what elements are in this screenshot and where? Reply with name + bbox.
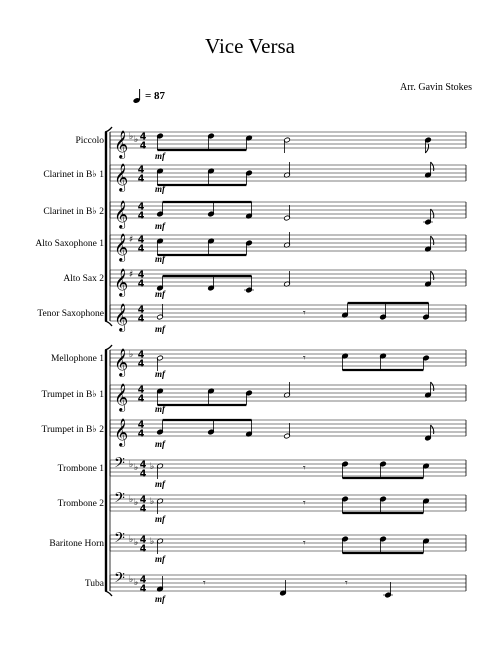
instrument-name: Mellophone 1 [50,354,104,364]
time-signature-bottom: 4 [137,358,145,370]
eighth-flag-icon [431,236,434,245]
time-signature-bottom: 4 [137,278,145,290]
eighth-rest-icon: 𝄾 [303,353,306,364]
time-signature-top: 4 [137,304,145,316]
staff-4 [110,232,466,264]
instrument-name: Clarinet in B♭ 2 [43,207,104,217]
flat-icon: ♭ [134,538,139,548]
eighth-rest-icon: 𝄾 [203,578,206,589]
time-signature-top: 4 [139,131,147,143]
time-signature-bottom: 4 [137,210,145,222]
time-signature-top: 4 [139,534,147,546]
bass-clef-icon: 𝄢 [114,455,125,475]
time-signature-top: 4 [137,234,145,246]
time-signature-bottom: 4 [137,428,145,440]
instrument-name: Alto Sax 2 [63,274,104,284]
dynamic-marking: mf [155,324,165,334]
flat-icon: ♭ [150,462,155,472]
flat-icon: ♭ [134,463,139,473]
eighth-flag-icon [431,162,434,171]
eighth-flag-icon [431,209,434,218]
flat-icon: ♭ [129,495,134,505]
bass-clef-icon: 𝄢 [114,490,125,510]
score-title: Vice Versa [205,34,295,58]
instrument-name: Trombone 1 [57,464,104,474]
instrument-name: Baritone Horn [49,539,104,549]
time-signature-top: 4 [139,574,147,586]
arranger-credit: Arr. Gavin Stokes [400,82,472,93]
treble-clef-icon: 𝄞 [114,233,129,261]
time-signature-bottom: 4 [139,583,147,595]
flat-icon: ♭ [129,350,134,360]
treble-clef-icon: 𝄞 [114,383,129,411]
treble-clef-icon: 𝄞 [114,268,129,296]
treble-clef-icon: 𝄞 [114,418,129,446]
staff-9 [110,418,466,449]
time-signature-top: 4 [137,419,145,431]
instrument-name: Clarinet in B♭ 1 [43,170,104,180]
staff-8 [110,382,466,414]
dynamic-marking: mf [155,254,165,264]
dynamic-marking: mf [155,184,165,194]
time-signature-bottom: 4 [139,543,147,555]
time-signature-top: 4 [139,494,147,506]
dynamic-marking: mf [155,369,165,379]
flat-icon: ♭ [129,460,134,470]
time-signature-top: 4 [137,201,145,213]
dynamic-marking: mf [155,439,165,449]
treble-clef-icon: 𝄞 [114,348,129,376]
time-signature-bottom: 4 [139,140,147,152]
staff-7 [110,348,466,379]
staff-2 [110,162,466,194]
instrument-name: Tuba [84,579,104,589]
bracket-bottom-hook [105,321,112,326]
instrument-name: Alto Saxophone 1 [35,239,104,249]
dynamic-marking: mf [155,514,165,524]
flat-icon: ♭ [129,132,134,142]
instrument-name: Trumpet in B♭ 2 [41,425,104,435]
treble-clef-icon: 𝄞 [114,130,129,158]
staff-13 [110,570,466,604]
staff-12 [110,530,466,564]
instrument-name: Trumpet in B♭ 1 [41,390,104,400]
eighth-rest-icon: 𝄾 [303,498,306,509]
dynamic-marking: mf [155,221,165,231]
time-signature-top: 4 [137,384,145,396]
bracket-top-hook [105,127,112,132]
flat-icon: ♭ [134,578,139,588]
treble-clef-icon: 𝄞 [114,200,129,228]
treble-clef-icon: 𝄞 [114,303,129,331]
flat-icon: ♭ [129,535,134,545]
dynamic-marking: mf [155,404,165,414]
time-signature-bottom: 4 [137,313,145,325]
eighth-flag-icon [425,144,428,153]
instrument-name: Trombone 2 [57,499,104,509]
staff-5 [110,268,466,299]
eighth-flag-icon [431,425,434,434]
time-signature-bottom: 4 [139,503,147,515]
time-signature-bottom: 4 [137,173,145,185]
flat-icon: ♭ [150,537,155,547]
staff-11 [110,490,466,524]
time-signature-top: 4 [137,269,145,281]
eighth-rest-icon: 𝄾 [303,538,306,549]
eighth-rest-icon: 𝄾 [303,463,306,474]
dynamic-marking: mf [155,594,165,604]
eighth-rest-icon: 𝄾 [303,308,306,319]
eighth-flag-icon [431,271,434,280]
staff-3 [110,200,466,231]
staff-1 [110,130,466,161]
time-signature-bottom: 4 [137,243,145,255]
time-signature-bottom: 4 [137,393,145,405]
flat-icon: ♭ [150,497,155,507]
bracket-top-hook [105,345,112,350]
instrument-name: Piccolo [75,136,104,146]
tempo-value: = 87 [145,90,166,102]
dynamic-marking: mf [155,151,165,161]
sharp-icon: ♯ [129,235,134,245]
time-signature-top: 4 [137,349,145,361]
bass-clef-icon: 𝄢 [114,570,125,590]
bass-clef-icon: 𝄢 [114,530,125,550]
eighth-rest-icon: 𝄾 [345,578,348,589]
bracket-bottom-hook [105,591,112,596]
eighth-flag-icon [431,382,434,391]
brass-bracket [105,345,112,596]
flat-icon: ♭ [134,135,139,145]
staff-6 [110,303,466,334]
dynamic-marking: mf [155,289,165,299]
dynamic-marking: mf [155,479,165,489]
time-signature-bottom: 4 [139,468,147,480]
flat-icon: ♭ [134,498,139,508]
treble-clef-icon: 𝄞 [114,163,129,191]
sharp-icon: ♯ [129,270,134,280]
flat-icon: ♭ [129,575,134,585]
woodwind-bracket [105,127,112,326]
time-signature-top: 4 [137,164,145,176]
staff-10 [110,455,466,489]
instrument-name: Tenor Saxophone [37,309,104,319]
dynamic-marking: mf [155,554,165,564]
time-signature-top: 4 [139,459,147,471]
